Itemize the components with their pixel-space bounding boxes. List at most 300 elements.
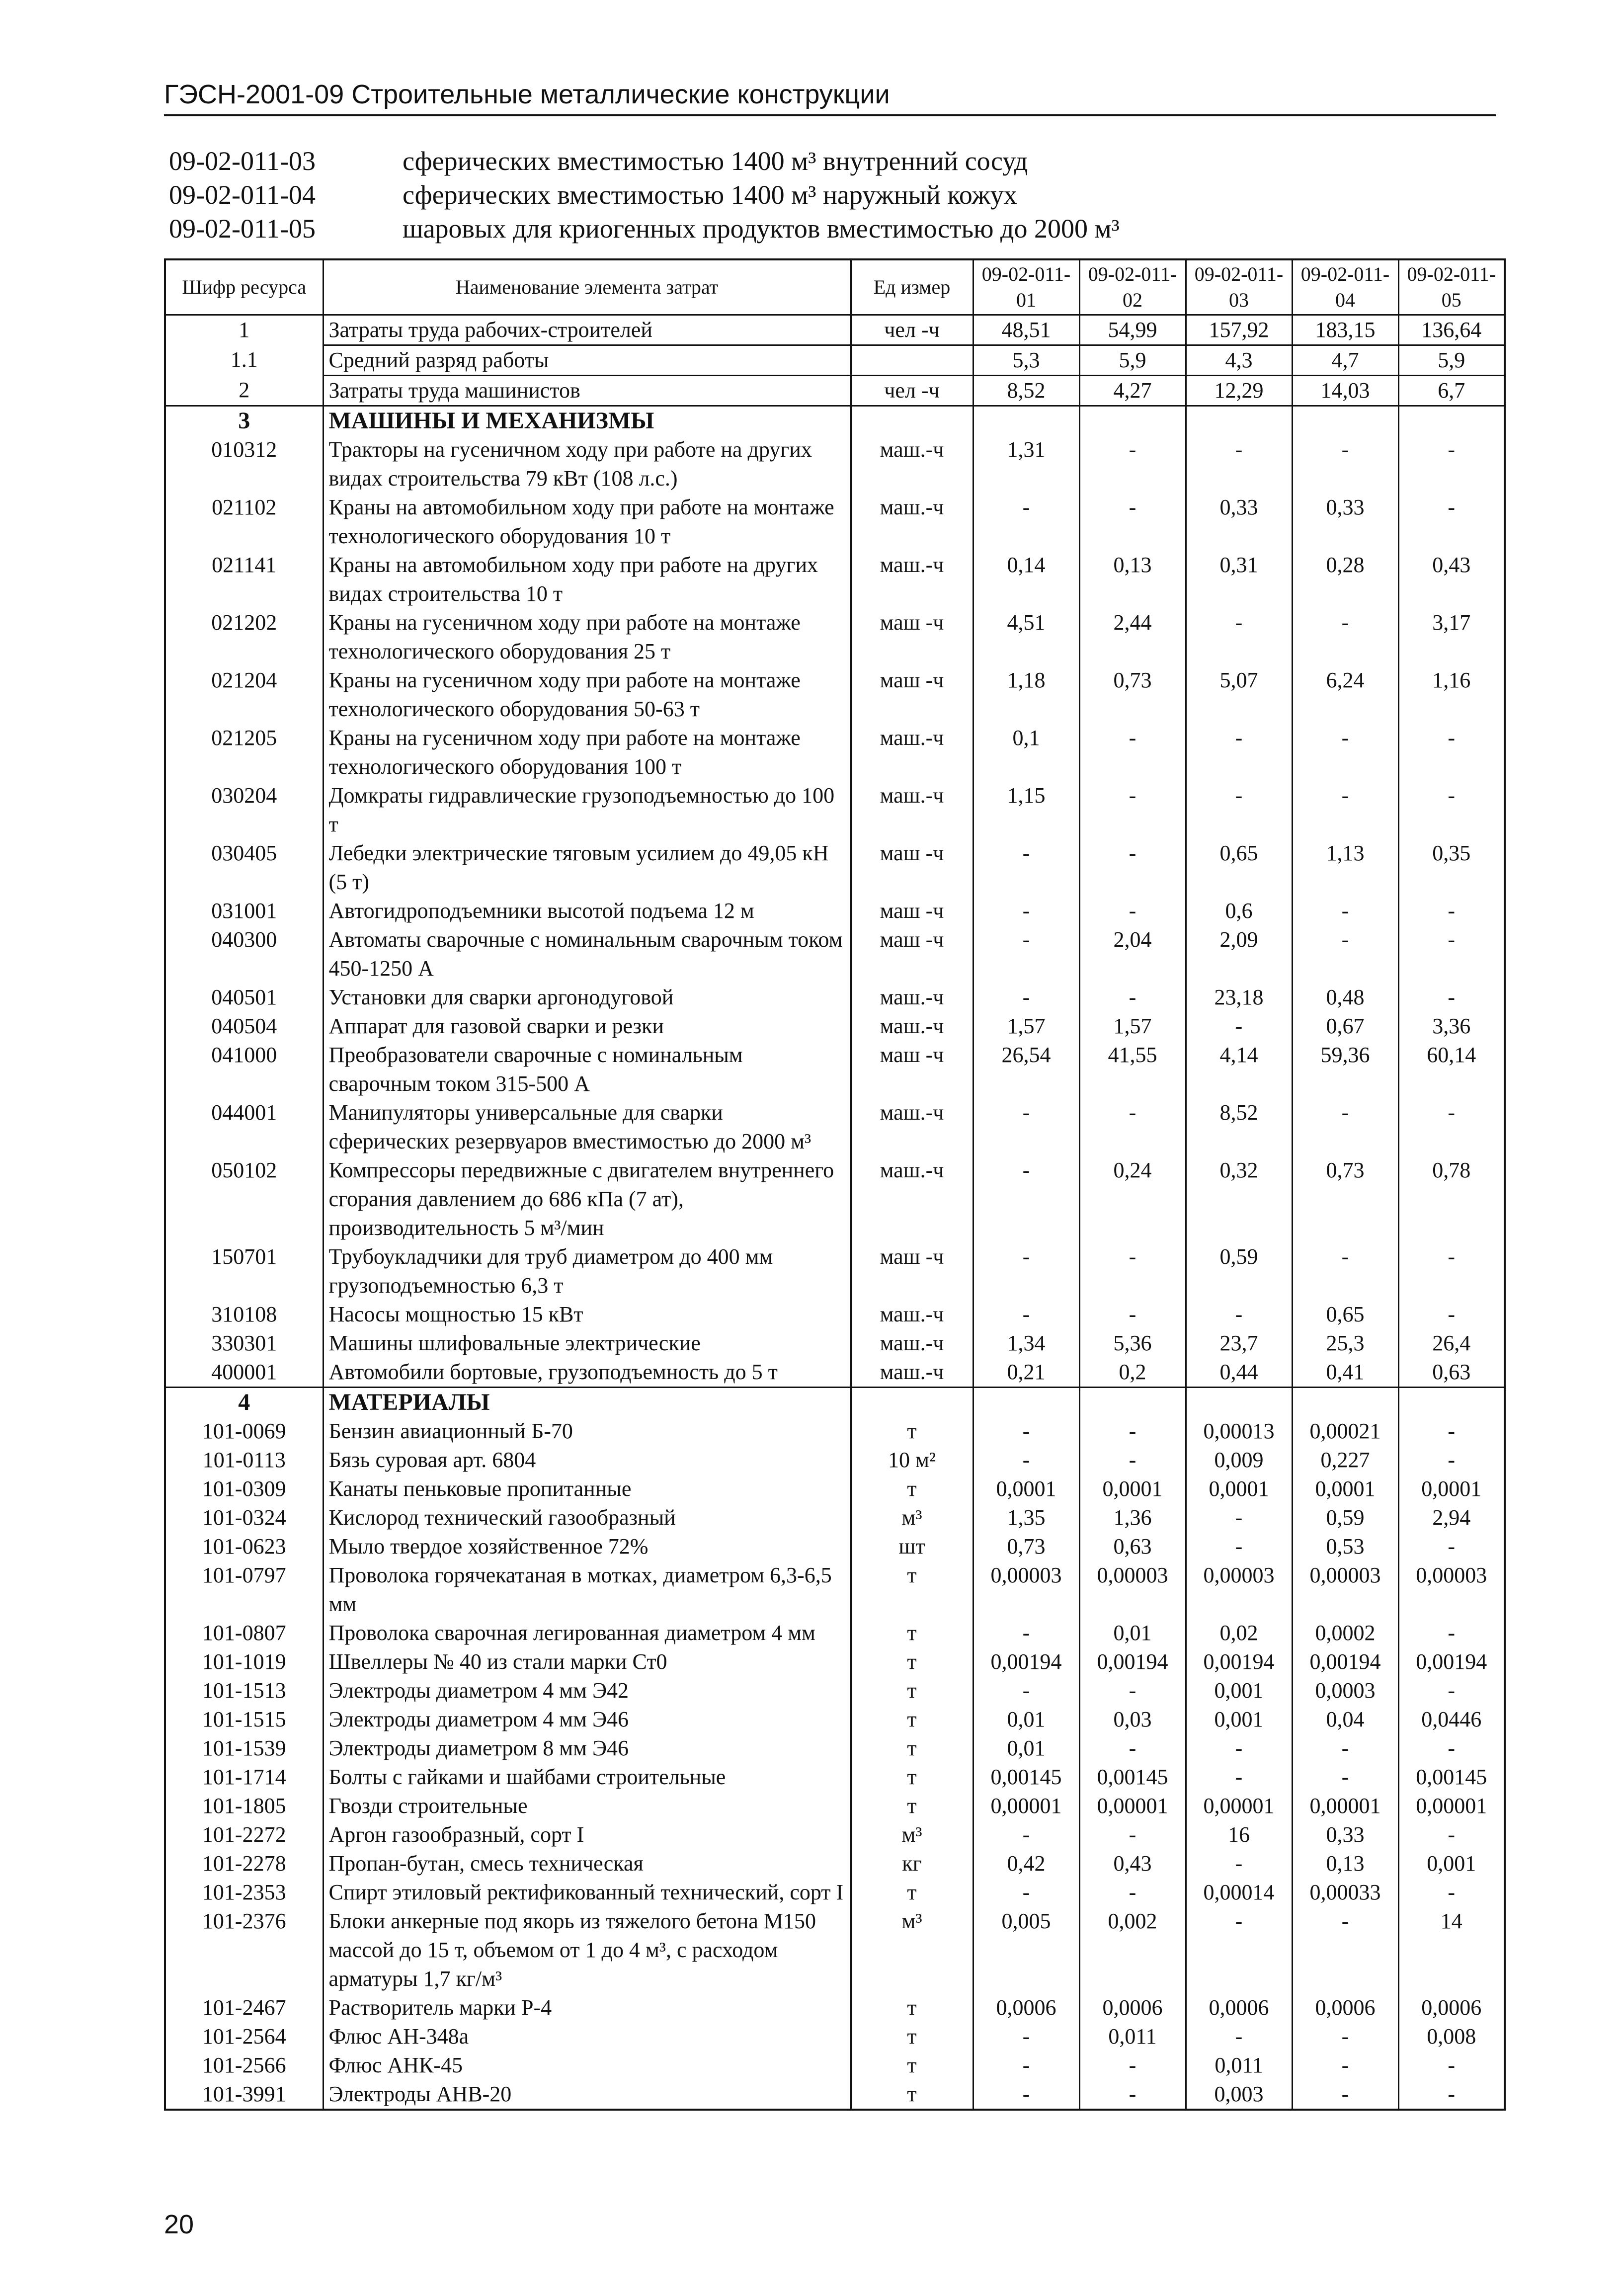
value-cell: - [1079,2051,1186,2080]
value-cell: 157,92 [1186,315,1292,345]
unit-cell: маш -ч [851,1041,973,1098]
value-cell: 0,0003 [1292,1676,1398,1705]
name-cell: Затраты труда рабочих-строителей [323,315,851,345]
name-cell: Краны на гусеничном ходу при работе на монтаже технологического оборудования 25 т [323,608,851,666]
value-cell: - [1186,608,1292,666]
value-cell: 48,51 [973,315,1079,345]
value-cell: 14,03 [1292,376,1398,406]
value-cell: 0,0006 [1398,1993,1505,2022]
value-cell: 0,011 [1079,2022,1186,2051]
table-row [165,1705,1505,1734]
value-cell: - [973,2022,1079,2051]
value-cell: - [1398,897,1505,925]
unit-cell: шт [851,1532,973,1561]
value-cell: - [1079,1734,1186,1763]
unit-cell: т [851,1619,973,1647]
value-cell: 2,94 [1398,1503,1505,1532]
value-cell: - [973,983,1079,1012]
value-cell: - [1079,1098,1186,1156]
value-cell: 0,001 [1186,1705,1292,1734]
unit-cell: т [851,1676,973,1705]
value-cell: - [1398,1098,1505,1156]
code-number: 09-02-011-03 [169,146,316,176]
name-cell: Автоматы сварочные с номинальным сварочным током 450-1250 А [323,925,851,983]
value-cell: 0,73 [1292,1156,1398,1242]
value-cell: 1,16 [1398,666,1505,724]
table-row [165,1156,1505,1242]
table-row [165,1820,1505,1849]
value-cell: - [1079,1446,1186,1475]
value-cell: 0,33 [1186,493,1292,551]
name-cell: Тракторы на гусеничном ходу при работе на других видах строительства 79 кВт (108 л.с.) [323,435,851,493]
value-cell: 0,33 [1292,1820,1398,1849]
value-cell: - [973,925,1079,983]
name-cell: Электроды диаметром 4 мм Э46 [323,1705,851,1734]
name-cell: Машины шлифовальные электрические [323,1329,851,1358]
value-cell: - [1398,1619,1505,1647]
value-cell: - [1398,1676,1505,1705]
unit-cell: т [851,2051,973,2080]
name-cell: Электроды АНВ-20 [323,2080,851,2110]
value-cell: - [1186,1734,1292,1763]
table-row [165,1993,1505,2022]
code-cell: 150701 [211,1244,277,1269]
value-cell: 0,59 [1186,1242,1292,1300]
table-row [165,1849,1505,1878]
value-cell: 4,3 [1186,345,1292,376]
table-row [165,781,1505,839]
value-cell: 0,14 [973,551,1079,608]
table-row [165,345,1505,376]
name-cell: Лебедки электрические тяговым усилием до 49,05 кН (5 т) [323,839,851,897]
code-cell: 101-3991 [202,2082,286,2106]
code-cell: 101-1515 [202,1707,286,1731]
unit-cell [851,1388,973,1417]
value-cell: 183,15 [1292,315,1398,345]
name-cell: Блоки анкерные под якорь из тяжелого бетона М150 массой до 15 т, объемом от 1 до 4 м³, с расходом арматуры 1,7 кг/м³ [323,1907,851,1993]
table-row [165,406,1505,436]
value-cell: 0,00001 [1292,1792,1398,1820]
value-cell: - [1079,493,1186,551]
table-row [165,551,1505,608]
name-cell: Растворитель марки Р-4 [323,1993,851,2022]
name-cell: МАТЕРИАЛЫ [323,1388,851,1417]
value-cell: - [1186,1503,1292,1532]
value-cell: 5,07 [1186,666,1292,724]
value-cell: 0,00001 [1398,1792,1505,1820]
value-cell: 0,73 [973,1532,1079,1561]
table-row [165,493,1505,551]
name-cell: Пропан-бутан, смесь техническая [323,1849,851,1878]
value-cell: - [973,2080,1079,2110]
value-cell: 54,99 [1079,315,1186,345]
value-cell: 1,18 [973,666,1079,724]
value-cell [1292,406,1398,436]
value-cell: 5,36 [1079,1329,1186,1358]
name-cell: Средний разряд работы [323,345,851,376]
header-code: Шифр ресурса [165,259,323,315]
table-row [165,1358,1505,1388]
value-cell: - [1292,925,1398,983]
value-cell: - [1186,1849,1292,1878]
code-cell: 101-0807 [202,1621,286,1645]
value-cell: - [1398,435,1505,493]
value-cell: 0,65 [1292,1300,1398,1329]
header-col: 09-02-011-01 [973,259,1079,315]
value-cell: - [973,1156,1079,1242]
value-cell: 0,43 [1079,1849,1186,1878]
header-col: 09-02-011-04 [1292,259,1398,315]
table-row [165,435,1505,493]
code-cell: 050102 [211,1158,277,1182]
name-cell: Канаты пеньковые пропитанные [323,1475,851,1503]
code-cell: 101-1513 [202,1678,286,1703]
table-row [165,1388,1505,1417]
code-cell: 400001 [211,1360,277,1384]
code-cell: 101-1019 [202,1649,286,1674]
unit-cell: маш.-ч [851,435,973,493]
unit-cell: т [851,1705,973,1734]
value-cell: 0,13 [1292,1849,1398,1878]
value-cell: 0,35 [1398,839,1505,897]
value-cell: 2,09 [1186,925,1292,983]
code-cell: 1.1 [230,347,258,372]
value-cell: 8,52 [973,376,1079,406]
value-cell: 0,59 [1292,1503,1398,1532]
name-cell: Затраты труда машинистов [323,376,851,406]
table-row [165,1503,1505,1532]
code-cell: 101-0324 [202,1505,286,1530]
code-cell: 040501 [211,985,277,1009]
value-cell: 0,00145 [1398,1763,1505,1792]
unit-cell: маш.-ч [851,493,973,551]
value-cell: 0,24 [1079,1156,1186,1242]
name-cell: Швеллеры № 40 из стали марки Ст0 [323,1647,851,1676]
value-cell: 0,227 [1292,1446,1398,1475]
value-cell: 1,57 [1079,1012,1186,1041]
value-cell: 14 [1398,1907,1505,1993]
unit-cell: маш -ч [851,839,973,897]
name-cell: Мыло твердое хозяйственное 72% [323,1532,851,1561]
unit-cell: маш.-ч [851,1012,973,1041]
value-cell: - [1292,2022,1398,2051]
code-description: сферических вместимостью 1400 м³ наружный кожух [403,180,1017,210]
value-cell: 0,31 [1186,551,1292,608]
unit-cell: м³ [851,1907,973,1993]
value-cell: 1,34 [973,1329,1079,1358]
value-cell: 0,43 [1398,551,1505,608]
unit-cell: т [851,1993,973,2022]
name-cell: Бензин авиационный Б-70 [323,1417,851,1446]
value-cell: 0,009 [1186,1446,1292,1475]
value-cell [973,1388,1079,1417]
value-cell: - [1186,1763,1292,1792]
value-cell: 4,14 [1186,1041,1292,1098]
code-cell: 310108 [211,1302,277,1326]
name-cell: Автогидроподъемники высотой подъема 12 м [323,897,851,925]
name-cell: Манипуляторы универсальные для сварки сферических резервуаров вместимостью до 2000 м³ [323,1098,851,1156]
name-cell: Трубоукладчики для труб диаметром до 400 мм грузоподъемностью 6,3 т [323,1242,851,1300]
header-name: Наименование элемента затрат [323,259,851,315]
code-cell: 030405 [211,841,277,865]
value-cell [1186,406,1292,436]
unit-cell: т [851,1561,973,1619]
value-cell: 0,0001 [1186,1475,1292,1503]
name-cell: Преобразователи сварочные с номинальным сварочным током 315-500 А [323,1041,851,1098]
code-cell: 101-1714 [202,1765,286,1789]
value-cell: - [1186,435,1292,493]
value-cell: 26,54 [973,1041,1079,1098]
value-cell: - [1186,781,1292,839]
table-row [165,315,1505,345]
value-cell [973,406,1079,436]
code-cell: 101-0309 [202,1476,286,1501]
value-cell: 1,36 [1079,1503,1186,1532]
value-cell: 0,008 [1398,2022,1505,2051]
value-cell: - [1398,1300,1505,1329]
unit-cell: т [851,1763,973,1792]
header-col: 09-02-011-05 [1398,259,1505,315]
unit-cell: т [851,1878,973,1907]
value-cell [1186,1388,1292,1417]
code-cell: 2 [165,376,323,406]
value-cell: - [1186,1300,1292,1329]
value-cell [1292,1388,1398,1417]
value-cell: 0,0446 [1398,1705,1505,1734]
code-cell: 021141 [212,553,277,577]
code-description: шаровых для криогенных продуктов вместимостью до 2000 м³ [403,214,1120,244]
name-cell: Краны на автомобильном ходу при работе на других видах строительства 10 т [323,551,851,608]
unit-cell: т [851,1417,973,1446]
unit-cell: маш.-ч [851,1098,973,1156]
value-cell: - [1398,1417,1505,1446]
unit-cell: маш.-ч [851,1300,973,1329]
code-cell: 101-2353 [202,1880,286,1904]
value-cell: 0,00033 [1292,1878,1398,1907]
name-cell: Домкраты гидравлические грузоподъемностью до 100 т [323,781,851,839]
unit-cell: маш.-ч [851,1156,973,1242]
value-cell: 0,00194 [1292,1647,1398,1676]
value-cell: - [1398,781,1505,839]
value-cell: - [973,1878,1079,1907]
table-row [165,1475,1505,1503]
value-cell: - [1186,1907,1292,1993]
value-cell: - [1079,724,1186,781]
code-cell: 031001 [211,899,277,923]
value-cell: 5,9 [1079,345,1186,376]
value-cell: - [973,1300,1079,1329]
value-cell: 0,73 [1079,666,1186,724]
value-cell: 0,53 [1292,1532,1398,1561]
name-cell: Автомобили бортовые, грузоподъемность до 5 т [323,1358,851,1388]
table-header-row [165,259,1505,315]
table-row [165,1041,1505,1098]
name-cell: Аргон газообразный, сорт I [323,1820,851,1849]
name-cell: Краны на автомобильном ходу при работе на монтаже технологического оборудования 10 т [323,493,851,551]
value-cell: - [1079,1676,1186,1705]
table-row [165,1300,1505,1329]
value-cell: 0,00001 [1186,1792,1292,1820]
value-cell: 0,65 [1186,839,1292,897]
value-cell: 0,13 [1079,551,1186,608]
code-line [169,178,1120,212]
name-cell: Компрессоры передвижные с двигателем внутреннего сгорания давлением до 686 кПа (7 ат), производительность 5 м³/мин [323,1156,851,1242]
table-row [165,1734,1505,1763]
value-cell: 59,36 [1292,1041,1398,1098]
table-row [165,376,1505,406]
value-cell: 0,00194 [1186,1647,1292,1676]
unit-cell: т [851,2022,973,2051]
value-cell: - [1398,1734,1505,1763]
name-cell: Краны на гусеничном ходу при работе на монтаже технологического оборудования 50-63 т [323,666,851,724]
value-cell: 0,1 [973,724,1079,781]
value-cell: 60,14 [1398,1041,1505,1098]
value-cell: 25,3 [1292,1329,1398,1358]
value-cell: 0,48 [1292,983,1398,1012]
table-row [165,1012,1505,1041]
value-cell: 0,0006 [1186,1993,1292,2022]
code-cell: 101-2566 [202,2053,286,2077]
name-cell: Насосы мощностью 15 кВт [323,1300,851,1329]
code-cell: 010312 [211,437,277,462]
value-cell: - [1398,1878,1505,1907]
unit-cell: маш -ч [851,925,973,983]
table-row [165,2051,1505,2080]
value-cell: 0,00014 [1186,1878,1292,1907]
value-cell: - [1398,2080,1505,2110]
name-cell: Кислород технический газообразный [323,1503,851,1532]
name-cell: Аппарат для газовой сварки и резки [323,1012,851,1041]
code-description: сферических вместимостью 1400 м³ внутренний сосуд [403,146,1028,176]
table-row [165,724,1505,781]
unit-cell: т [851,1792,973,1820]
name-cell: Проволока сварочная легированная диаметром 4 мм [323,1619,851,1647]
value-cell: 1,13 [1292,839,1398,897]
name-cell: Флюс АНК-45 [323,2051,851,2080]
code-cell: 030204 [211,783,277,808]
code-cell: 1 [239,318,250,342]
value-cell: 12,29 [1186,376,1292,406]
value-cell: - [973,1242,1079,1300]
value-cell: - [1398,983,1505,1012]
value-cell: - [1292,1242,1398,1300]
value-cell: 0,0006 [1079,1993,1186,2022]
name-cell: Краны на гусеничном ходу при работе на монтаже технологического оборудования 100 т [323,724,851,781]
unit-cell: м³ [851,1820,973,1849]
value-cell: 0,00003 [1079,1561,1186,1619]
value-cell: - [973,1446,1079,1475]
value-cell: 0,6 [1186,897,1292,925]
value-cell: 1,57 [973,1012,1079,1041]
value-cell: 0,0001 [1079,1475,1186,1503]
code-cell: 330301 [211,1331,277,1355]
value-cell: - [1398,724,1505,781]
code-cell: 041000 [211,1043,277,1067]
value-cell: 0,001 [1186,1676,1292,1705]
unit-cell: маш.-ч [851,983,973,1012]
code-cell: 101-0797 [202,1563,286,1587]
value-cell: 0,01 [973,1734,1079,1763]
value-cell: 0,04 [1292,1705,1398,1734]
value-cell: 3,17 [1398,608,1505,666]
unit-cell: чел -ч [851,315,973,345]
value-cell: 6,24 [1292,666,1398,724]
table-row [165,839,1505,897]
value-cell: 0,0006 [973,1993,1079,2022]
table-row [165,983,1505,1012]
code-cell: 101-0113 [202,1448,286,1472]
value-cell: - [973,839,1079,897]
value-cell: 0,011 [1186,2051,1292,2080]
unit-cell: маш.-ч [851,724,973,781]
table-body [165,315,1505,2110]
value-cell: 0,005 [973,1907,1079,1993]
value-cell: 0,42 [973,1849,1079,1878]
value-cell: 0,00145 [973,1763,1079,1792]
value-cell: - [1292,2080,1398,2110]
unit-cell: чел -ч [851,376,973,406]
value-cell: - [1398,1820,1505,1849]
value-cell: 4,27 [1079,376,1186,406]
name-cell: Установки для сварки аргонодуговой [323,983,851,1012]
unit-cell [851,406,973,436]
value-cell: 0,0001 [973,1475,1079,1503]
value-cell: 0,0001 [1292,1475,1398,1503]
unit-cell: маш -ч [851,1242,973,1300]
header-col: 09-02-011-03 [1186,259,1292,315]
table-row [165,1417,1505,1446]
value-cell: 0,28 [1292,551,1398,608]
value-cell [1398,1388,1505,1417]
unit-cell: маш.-ч [851,551,973,608]
code-cell: 101-0069 [202,1419,286,1443]
value-cell: 136,64 [1398,315,1505,345]
name-cell: Флюс АН-348а [323,2022,851,2051]
value-cell: - [1079,839,1186,897]
unit-cell [851,345,973,376]
value-cell: - [1079,1820,1186,1849]
value-cell: 0,003 [1186,2080,1292,2110]
value-cell: - [1186,2022,1292,2051]
code-cell: 101-0623 [202,1534,286,1558]
resource-table [164,258,1506,2111]
value-cell: - [1398,493,1505,551]
table-row [165,1446,1505,1475]
code-cell: 021204 [211,668,277,692]
unit-cell: т [851,1734,973,1763]
value-cell: 0,00194 [973,1647,1079,1676]
value-cell: - [973,1098,1079,1156]
value-cell: 41,55 [1079,1041,1186,1098]
value-cell: 3,36 [1398,1012,1505,1041]
code-cell: 3 [165,406,323,436]
value-cell: 0,44 [1186,1358,1292,1388]
name-cell: Гвозди строительные [323,1792,851,1820]
running-header: ГЭСН-2001-09 Строительные металлические конструкции [164,75,1496,116]
value-cell: - [1292,608,1398,666]
value-cell: - [1292,897,1398,925]
value-cell: 0,32 [1186,1156,1292,1242]
header-unit: Ед измер [851,259,973,315]
table-row [165,897,1505,925]
table-row [165,2022,1505,2051]
value-cell: 0,00194 [1398,1647,1505,1676]
name-cell: Спирт этиловый ректификованный технический, сорт I [323,1878,851,1907]
value-cell: 5,9 [1398,345,1505,376]
page-number: 20 [164,2210,194,2239]
table-row [165,1619,1505,1647]
value-cell: 0,00003 [973,1561,1079,1619]
